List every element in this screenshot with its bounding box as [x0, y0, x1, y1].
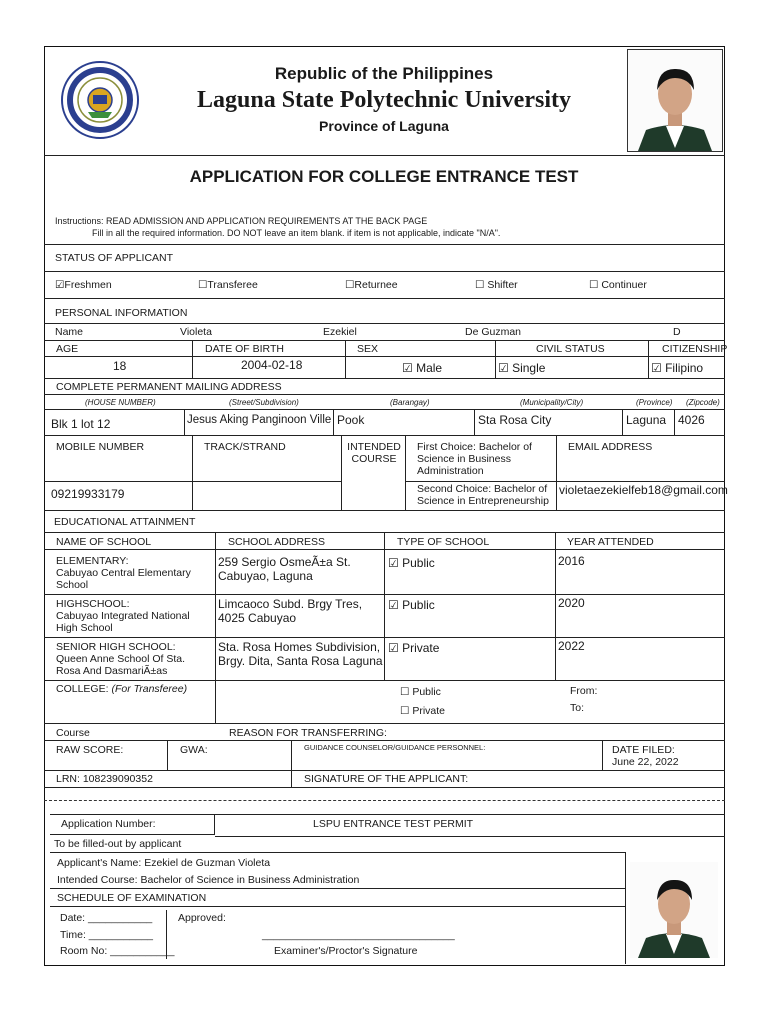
sex-male-checkbox[interactable]: ☑ Male — [402, 361, 443, 375]
intended-course-label: INTENDED COURSE — [347, 441, 401, 465]
track-label: TRACK/STRAND — [204, 441, 286, 453]
divider — [474, 409, 475, 435]
divider — [50, 906, 625, 907]
second-choice-course[interactable]: Second Choice: Bachelor of Science in Entrepreneurship — [417, 483, 549, 507]
divider — [184, 409, 185, 435]
divider — [50, 888, 625, 889]
status-returnee-checkbox[interactable]: ☐Returnee — [345, 279, 398, 291]
citizenship-label: CITIZENSHIP — [662, 343, 728, 355]
divider — [44, 244, 725, 245]
divider — [44, 740, 725, 741]
divider — [622, 409, 623, 435]
senior-high-type[interactable]: ☑ Private — [388, 641, 440, 655]
status-section-label: STATUS OF APPLICANT — [55, 252, 174, 264]
university-name: Laguna State Polytechnic University — [197, 87, 571, 113]
highschool-address[interactable]: Limcaoco Subd. Brgy Tres, 4025 Cabuyao — [218, 597, 363, 625]
col-school-type: TYPE OF SCHOOL — [397, 536, 490, 548]
divider — [50, 814, 725, 815]
education-section-label: EDUCATIONAL ATTAINMENT — [54, 516, 196, 528]
counselor-label: GUIDANCE COUNSELOR/GUIDANCE PERSONNEL: — [304, 743, 486, 752]
middle-name-value[interactable]: Ezekiel — [323, 326, 357, 338]
house-number-value[interactable]: Blk 1 lot 12 — [51, 417, 111, 431]
highschool-level: HIGHSCHOOL: — [56, 598, 130, 610]
senior-high-year[interactable]: 2022 — [558, 639, 585, 653]
email-value[interactable]: violetaezekielfeb18@gmail.com — [559, 483, 728, 497]
age-label: AGE — [56, 343, 79, 355]
divider — [556, 435, 557, 510]
street-value[interactable]: Jesus Aking Panginoon Ville — [187, 414, 332, 426]
filled-by-note: To be filled-out by applicant — [54, 838, 182, 850]
college-note: (For Transferee) — [111, 683, 188, 695]
divider — [44, 271, 725, 272]
examiner-signature-line: _________________________________ — [262, 929, 455, 941]
zip-label: (Zipcode) — [686, 398, 720, 407]
highschool-year[interactable]: 2020 — [558, 596, 585, 610]
mobile-value[interactable]: 09219933179 — [51, 487, 125, 501]
cut-line — [44, 800, 725, 801]
exam-date[interactable]: Date: ___________ — [60, 912, 153, 924]
date-filed-value[interactable]: June 22, 2022 — [612, 756, 679, 768]
permit-title: LSPU ENTRANCE TEST PERMIT — [313, 818, 474, 830]
divider — [192, 340, 193, 378]
course-label: Course — [56, 727, 90, 739]
elementary-address[interactable]: 259 Sergio OsmeÃ±a St. Cabuyao, Laguna — [218, 555, 351, 583]
status-continuer-checkbox[interactable]: ☐ Continuer — [589, 279, 647, 291]
address-section-label: COMPLETE PERMANENT MAILING ADDRESS — [56, 381, 282, 393]
divider — [384, 532, 385, 680]
divider — [44, 637, 725, 638]
divider — [215, 532, 216, 723]
divider — [44, 481, 341, 482]
senior-high-school[interactable]: Queen Anne School Of Sta. Rosa And DasmariÃ±as — [56, 653, 186, 677]
permit-applicant-photo — [630, 862, 718, 958]
divider — [405, 435, 406, 510]
name-label: Name — [55, 326, 84, 338]
divider — [44, 298, 725, 299]
civil-status-label: CIVIL STATUS — [536, 343, 605, 355]
first-choice-course[interactable]: First Choice: Bachelor of Science in Business Administration — [417, 441, 532, 477]
divider — [333, 409, 334, 435]
divider — [167, 740, 168, 770]
signature-label: SIGNATURE OF THE APPLICANT: — [304, 773, 469, 785]
raw-score-label: RAW SCORE: — [56, 744, 124, 756]
divider — [44, 680, 725, 681]
divider — [50, 852, 625, 853]
city-value[interactable]: Sta Rosa City — [478, 413, 552, 427]
elementary-year[interactable]: 2016 — [558, 554, 585, 568]
divider — [345, 340, 346, 378]
col-school-address: SCHOOL ADDRESS — [228, 536, 326, 548]
divider — [50, 834, 215, 835]
dob-label: DATE OF BIRTH — [205, 343, 284, 355]
elementary-type[interactable]: ☑ Public — [388, 556, 435, 570]
status-shifter-checkbox[interactable]: ☐ Shifter — [475, 279, 518, 291]
divider — [495, 340, 496, 378]
republic-heading: Republic of the Philippines — [274, 64, 494, 83]
instructions-line-2: Fill in all the required information. DO NOT leave an item blank. if item is not applicable, indicate "N/A". — [92, 228, 501, 238]
date-filed-label: DATE FILED: — [612, 744, 675, 756]
from-label: From: — [570, 685, 598, 697]
status-transferee-checkbox[interactable]: ☐Transferee — [198, 279, 258, 291]
senior-high-level: SENIOR HIGH SCHOOL: — [56, 641, 176, 653]
lrn-value[interactable]: LRN: 108239090352 — [56, 773, 153, 785]
applicant-name: Applicant's Name: Ezekiel de Guzman Violeta — [57, 857, 271, 869]
senior-high-address[interactable]: Sta. Rosa Homes Subdivision, Brgy. Dita, Santa Rosa Laguna — [218, 640, 383, 668]
divider — [44, 770, 725, 771]
divider — [214, 814, 215, 834]
province-label: (Province) — [636, 398, 673, 407]
divider — [291, 740, 292, 787]
college-level — [56, 683, 187, 695]
street-label: (Street/Subdivision) — [229, 398, 299, 407]
college-private-checkbox[interactable]: ☐ Private — [400, 705, 446, 717]
sex-label: SEX — [357, 343, 379, 355]
college-public-checkbox[interactable]: ☐ Public — [400, 686, 441, 698]
divider — [44, 510, 725, 511]
approved-label: Approved: — [178, 912, 226, 924]
elementary-school[interactable]: Cabuyao Central Elementary School — [56, 567, 191, 591]
house-number-label: (HOUSE NUMBER) — [85, 398, 156, 407]
divider — [648, 340, 649, 378]
divider — [341, 435, 342, 510]
last-name-value[interactable]: De Guzman — [465, 326, 522, 338]
personal-section-label: PERSONAL INFORMATION — [55, 307, 188, 319]
dob-value[interactable]: 2004-02-18 — [241, 358, 303, 372]
divider — [405, 481, 725, 482]
col-year-attended: YEAR ATTENDED — [567, 536, 654, 548]
divider — [44, 378, 725, 379]
highschool-type[interactable]: ☑ Public — [388, 598, 435, 612]
divider — [44, 394, 725, 395]
first-name-value[interactable]: Violeta — [180, 326, 212, 338]
exam-room[interactable]: Room No: ___________ — [60, 945, 175, 957]
reason-label: REASON FOR TRANSFERRING: — [229, 727, 387, 739]
divider — [44, 787, 725, 788]
civil-single-checkbox[interactable]: ☑ Single — [498, 361, 546, 375]
examiner-signature-label: Examiner's/Proctor's Signature — [274, 945, 418, 957]
barangay-label: (Barangay) — [390, 398, 430, 407]
elementary-level: ELEMENTARY: — [56, 555, 129, 567]
divider — [44, 323, 725, 324]
mobile-label: MOBILE NUMBER — [56, 441, 145, 453]
city-label: (Municipality/City) — [520, 398, 584, 407]
barangay-value[interactable]: Pook — [337, 413, 365, 427]
applicant-photo — [627, 49, 723, 152]
zip-value[interactable]: 4026 — [678, 413, 705, 427]
header-divider — [44, 155, 725, 156]
suffix-value[interactable]: D — [673, 326, 681, 338]
divider — [192, 435, 193, 510]
divider — [625, 852, 626, 964]
college-label: COLLEGE: — [56, 683, 109, 695]
email-label: EMAIL ADDRESS — [568, 441, 653, 453]
highschool-school[interactable]: Cabuyao Integrated National High School — [56, 610, 190, 634]
to-label: To: — [570, 702, 585, 714]
divider — [44, 356, 725, 357]
divider — [44, 594, 725, 595]
divider — [44, 723, 725, 724]
divider — [44, 435, 725, 436]
divider — [602, 740, 603, 770]
application-number-label: Application Number: — [61, 818, 156, 830]
col-school-name: NAME OF SCHOOL — [56, 536, 152, 548]
province-heading: Province of Laguna — [319, 118, 449, 134]
citizenship-filipino-checkbox[interactable]: ☑ Filipino — [651, 361, 704, 375]
divider — [215, 836, 725, 837]
schedule-label: SCHEDULE OF EXAMINATION — [57, 892, 207, 904]
divider — [674, 409, 675, 435]
status-freshmen-checkbox[interactable]: ☑Freshmen — [55, 279, 112, 291]
instructions-line-1: Instructions: READ ADMISSION AND APPLICATION REQUIREMENTS AT THE BACK PAGE — [55, 216, 428, 226]
permit-intended-course: Intended Course: Bachelor of Science in Business Administration — [57, 874, 360, 886]
divider — [166, 910, 167, 959]
gwa-label: GWA: — [180, 744, 208, 756]
province-value[interactable]: Laguna — [626, 413, 667, 427]
exam-time[interactable]: Time: ___________ — [60, 929, 154, 941]
form-title: APPLICATION FOR COLLEGE ENTRANCE TEST — [189, 167, 579, 186]
age-value[interactable]: 18 — [113, 359, 127, 373]
divider — [44, 340, 725, 341]
divider — [555, 532, 556, 680]
